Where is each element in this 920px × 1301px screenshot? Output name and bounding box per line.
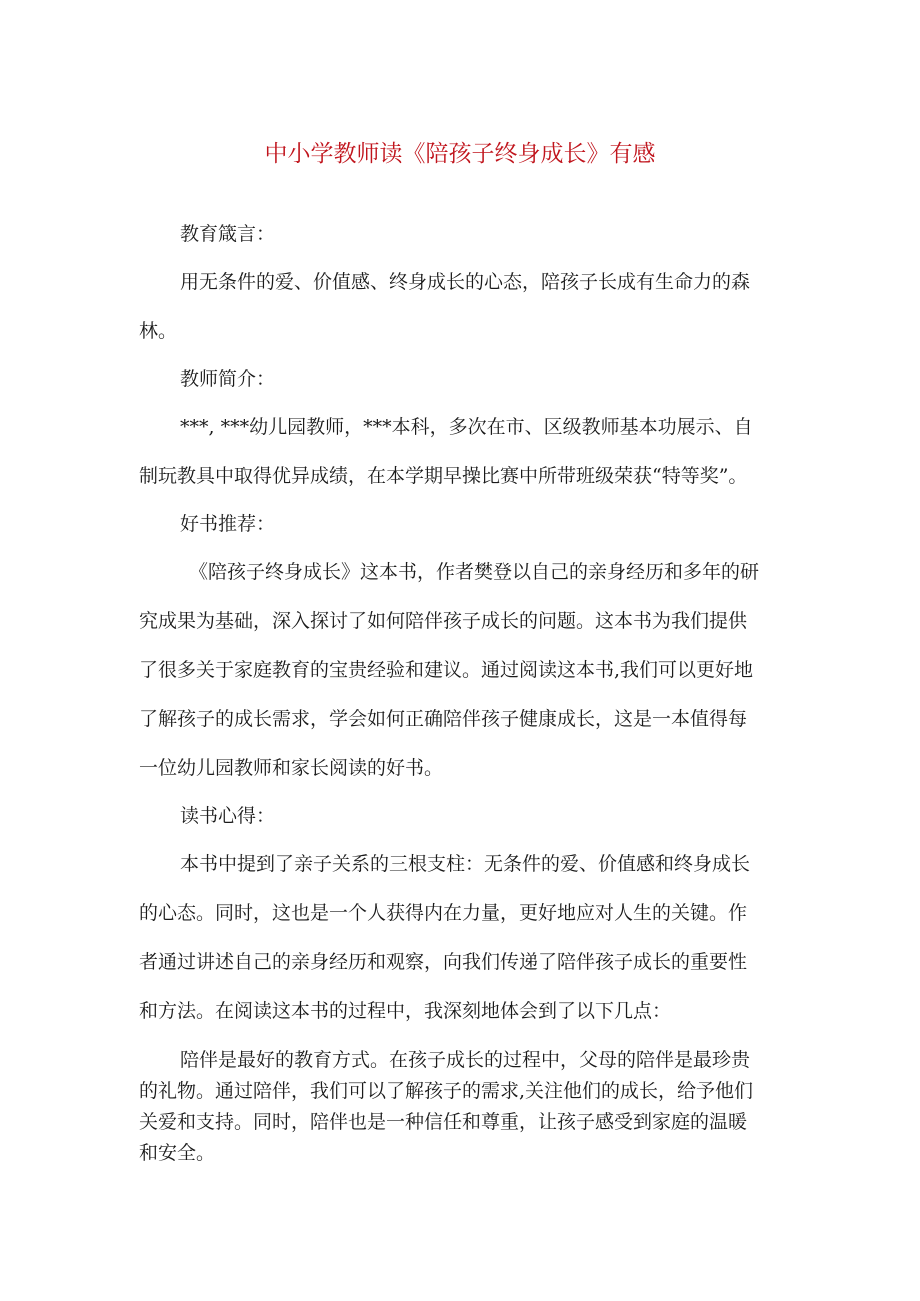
notes-line: 本书中提到了亲子关系的三根支柱：无条件的爱、价值感和终身成长: [180, 853, 751, 875]
book-line: 究成果为基础，深入探讨了如何陪伴孩子成长的问题。这本书为我们提供: [139, 610, 748, 632]
book-paragraph: [139, 548, 789, 793]
point-line: 陪伴是最好的教育方式。在孩子成长的过程中，父母的陪伴是最珍贵: [180, 1049, 751, 1071]
book-line: 《陪孩子终身成长》这本书，作者樊登以自己的亲身经历和多年的研: [189, 561, 760, 583]
notes-line: 的心态。同时，这也是一个人获得内在力量，更好地应对人生的关键。作: [139, 902, 748, 924]
intro-heading: 教师简介：: [180, 368, 276, 390]
book-line: 了解孩子的成长需求，学会如何正确陪伴孩子健康成长，这是一本值得每: [139, 708, 748, 730]
notes-line: 者通过讲述自己的亲身经历和观察，向我们传递了陪伴孩子成长的重要性: [139, 951, 748, 973]
notes-line: 和方法。在阅读这本书的过程中，我深刻地体会到了以下几点：: [139, 1000, 672, 1022]
notes-paragraph: [139, 840, 789, 1036]
motto-heading: 教育箴言：: [180, 223, 276, 245]
intro-line: ***, ***幼儿园教师，***本科，多次在市、区级教师基本功展示、自: [180, 416, 753, 438]
point-line: 关爱和支持。同时，陪伴也是一种信任和尊重，让孩子感受到家庭的温暖: [139, 1111, 748, 1133]
motto-line: 用无条件的爱、价值感、终身成长的心态，陪孩子长成有生命力的森: [180, 271, 751, 293]
intro-paragraph: [139, 403, 789, 501]
intro-line: 制玩教具中取得优异成绩，在本学期早操比赛中所带班级荣获“特等奖”。: [139, 465, 748, 487]
page-title: 中小学教师读《陪孩子终身成长》有感: [264, 141, 656, 167]
book-line: 一位幼儿园教师和家长阅读的好书。: [139, 757, 444, 779]
motto-paragraph: [139, 258, 789, 356]
point-paragraph: [139, 1045, 789, 1169]
notes-heading: 读书心得：: [180, 805, 276, 827]
book-line: 了很多关于家庭教育的宝贵经验和建议。通过阅读这本书,我们可以更好地: [139, 659, 754, 681]
book-heading: 好书推荐：: [180, 513, 276, 535]
point-line: 和安全。: [139, 1142, 216, 1164]
point-line: 的礼物。通过陪伴，我们可以了解孩子的需求,关注他们的成长，给予他们: [139, 1080, 754, 1102]
motto-line: 林。: [139, 320, 178, 342]
